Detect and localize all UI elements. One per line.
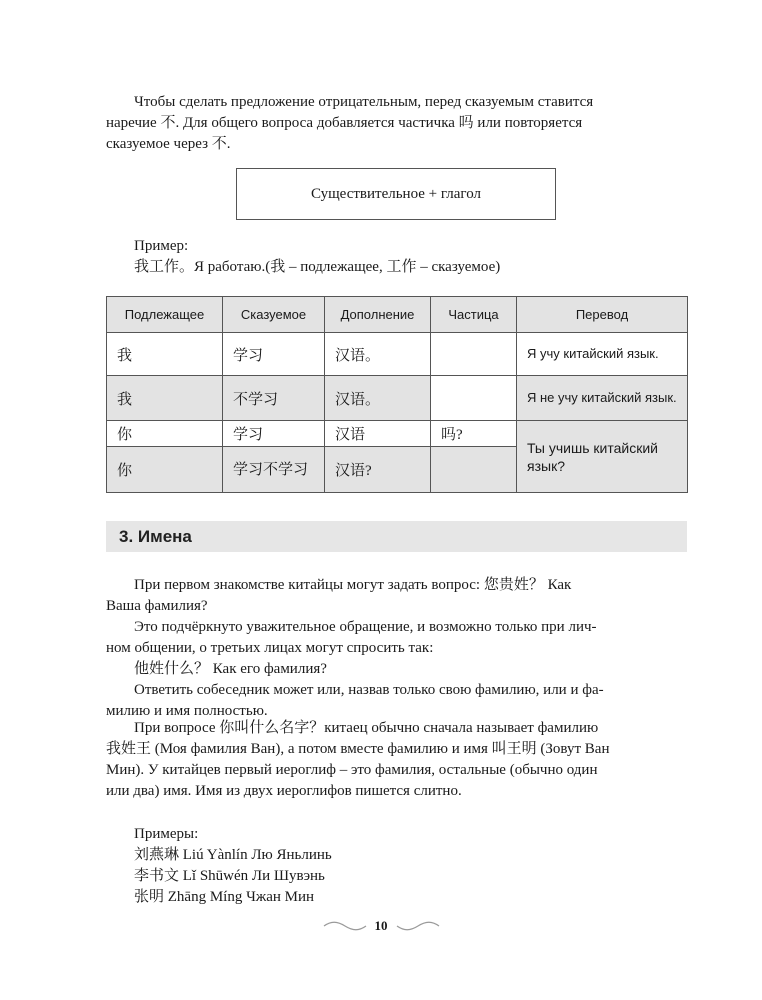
text-line: Мин). У китайцев первый иероглиф – это фамилия, остальные (обычно один bbox=[106, 762, 598, 778]
intro-line: наречие 不. Для общего вопроса добавляется частичка 吗 или повторяется bbox=[106, 115, 583, 131]
cell-translation: Я учу китайский язык. bbox=[517, 333, 688, 376]
header-subject: Подлежащее bbox=[107, 297, 223, 333]
section-title: 3. Имена bbox=[119, 526, 192, 546]
right-flourish-icon bbox=[396, 920, 440, 932]
text-line: 他姓什么？ Как его фамилия? bbox=[134, 661, 327, 677]
cell-object: 汉语 bbox=[325, 421, 431, 447]
example-block bbox=[106, 236, 686, 278]
page-number: 10 bbox=[374, 918, 388, 933]
cell-object: 汉语? bbox=[325, 447, 431, 493]
cell-particle bbox=[431, 447, 517, 493]
names-paragraph bbox=[106, 575, 686, 722]
text-line: Это подчёркнуто уважительное обращение, и возможно только при лич- bbox=[134, 619, 597, 635]
table-row bbox=[107, 333, 688, 376]
intro-paragraph bbox=[106, 92, 686, 155]
cell-predicate: 学习不学习 bbox=[223, 447, 325, 493]
example-text: 我工作。Я работаю.(我 – подлежащее, 工作 – сказуемое) bbox=[134, 259, 501, 275]
formula-box bbox=[236, 168, 556, 220]
cell-particle bbox=[431, 333, 517, 376]
cell-predicate: 学习 bbox=[223, 333, 325, 376]
text-line: 我姓王 (Моя фамилия Ван), а потом вместе фамилию и имя 叫王明 (Зовут Ван bbox=[106, 741, 610, 757]
grammar-table bbox=[106, 296, 688, 493]
cell-object: 汉语。 bbox=[325, 333, 431, 376]
header-predicate: Сказуемое bbox=[223, 297, 325, 333]
table-row bbox=[107, 376, 688, 421]
examples-label: Примеры: bbox=[134, 826, 199, 842]
cell-predicate: 不学习 bbox=[223, 376, 325, 421]
text-line: При первом знакомстве китайцы могут задать вопрос: 您贵姓？ Как bbox=[134, 577, 572, 593]
cell-subject: 你 bbox=[107, 421, 223, 447]
cell-subject: 我 bbox=[107, 376, 223, 421]
intro-line: сказуемое через 不. bbox=[106, 136, 231, 152]
formula-text: Существительное + глагол bbox=[310, 185, 481, 202]
section-heading bbox=[106, 521, 687, 552]
text-line: или два) имя. Имя из двух иероглифов пишется слитно. bbox=[106, 783, 462, 799]
header-translation: Перевод bbox=[517, 297, 688, 333]
cell-subject: 我 bbox=[107, 333, 223, 376]
cell-particle: 吗? bbox=[431, 421, 517, 447]
page-footer bbox=[0, 916, 762, 936]
cell-object: 汉语。 bbox=[325, 376, 431, 421]
example-name: 刘燕琳 Liú Yànlín Лю Яньлинь bbox=[134, 847, 332, 863]
cell-subject: 你 bbox=[107, 447, 223, 493]
intro-line: Чтобы сделать предложение отрицательным, перед сказуемым ставится bbox=[134, 94, 594, 110]
header-object: Дополнение bbox=[325, 297, 431, 333]
header-particle: Частица bbox=[431, 297, 517, 333]
cell-particle bbox=[431, 376, 517, 421]
text-line: При вопросе 你叫什么名字？китаец обычно сначала называет фамилию bbox=[134, 720, 599, 736]
example-label: Пример: bbox=[134, 238, 189, 254]
text-line: Ответить собеседник может или, назвав только свою фамилию, или и фа- bbox=[134, 682, 604, 698]
text-line: ном общении, о третьих лицах могут спросить так: bbox=[106, 640, 434, 656]
left-flourish-icon bbox=[323, 920, 367, 932]
cell-predicate: 学习 bbox=[223, 421, 325, 447]
text-line: Ваша фамилия? bbox=[106, 598, 208, 614]
cell-translation: Я не учу китайский язык. bbox=[517, 376, 688, 421]
examples-block bbox=[106, 824, 686, 908]
cell-translation: Ты учишь китайский язык? bbox=[517, 421, 688, 493]
text-line: милию и имя полностью. bbox=[106, 703, 268, 719]
names-paragraph-2 bbox=[106, 718, 686, 802]
table-row bbox=[107, 421, 688, 447]
table-header-row bbox=[107, 297, 688, 333]
example-name: 李书文 Lǐ Shūwén Ли Шувэнь bbox=[134, 868, 325, 884]
example-name: 张明 Zhāng Míng Чжан Мин bbox=[134, 889, 315, 905]
